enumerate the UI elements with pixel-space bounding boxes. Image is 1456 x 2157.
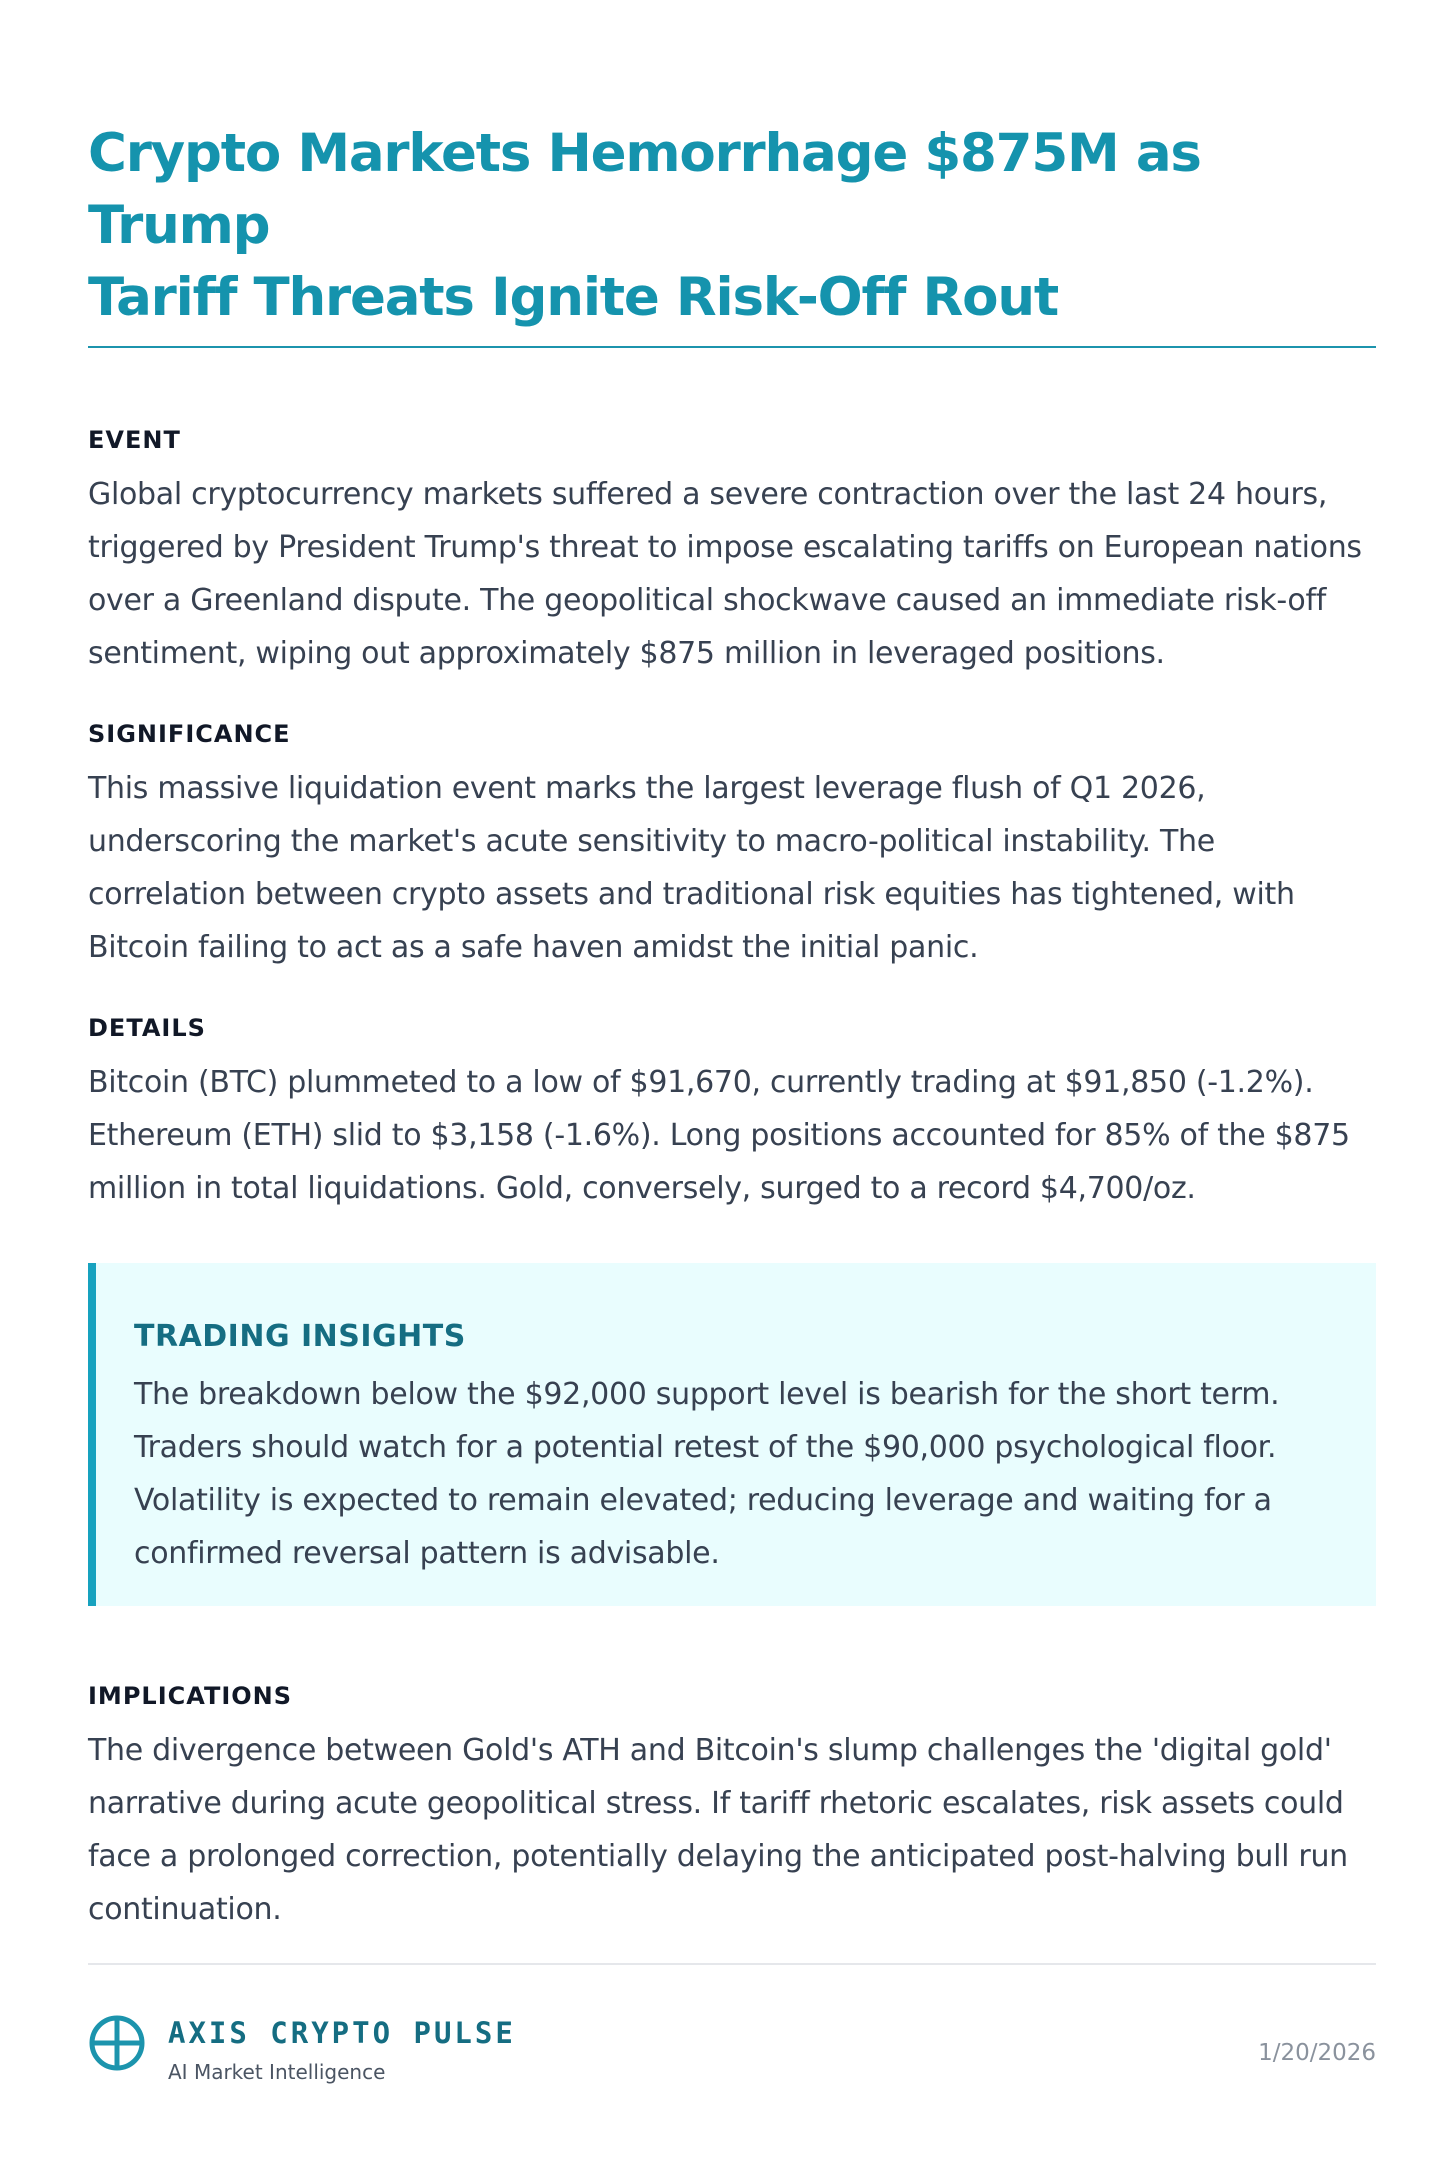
article xyxy=(88,0,1376,1936)
publish-date: 1/20/2026 xyxy=(1258,2040,1376,2066)
headline xyxy=(88,118,1376,334)
section-body-event: Global cryptocurrency markets suffered a severe contraction over the last 24 hours, triggered by President Trump's threat to impose escalating tariffs on European nations over a Greenland dispute. The geopolitical shockwave caused an immediate risk-off sentiment, wiping out approximately $875 million in leveraged positions. xyxy=(88,477,1362,671)
section-label-event: EVENT xyxy=(88,426,181,454)
section-details xyxy=(88,1014,1376,1215)
section-label-details: DETAILS xyxy=(88,1014,206,1042)
section-body-significance: This massive liquidation event marks the largest leverage flush of Q1 2026, underscoring the market's acute sensitivity to macro-political instability. The correlation between crypto assets and traditional risk equities has tightened, with Bitcoin failing to act as a safe haven amidst the initial panic. xyxy=(88,771,1295,965)
insight-title: TRADING INSIGHTS xyxy=(134,1319,466,1354)
section-body-implications: The divergence between Gold's ATH and Bitcoin's slump challenges the 'digital gold' narrative during acute geopolitical stress. If tariff rhetoric escalates, risk assets could face a prolonged correction, potentially delaying the anticipated post-halving bull run continuation. xyxy=(88,1733,1348,1927)
section-label-implications: IMPLICATIONS xyxy=(88,1682,293,1710)
section-label-significance: SIGNIFICANCE xyxy=(88,720,291,748)
brand-name: AXIS CRYPTO PULSE xyxy=(168,2016,516,2050)
insight-body: The breakdown below the $92,000 support level is bearish for the short term. Traders should watch for a potential retest of the $90,000 psychological floor. Volatility is expected to remain elevated; reducing leverage and waiting for a confirmed reversal pattern is advisable. xyxy=(134,1377,1280,1571)
headline-divider xyxy=(88,346,1376,348)
headline-line-1: Crypto Markets Hemorrhage $875M as Trump xyxy=(88,123,1201,256)
section-event xyxy=(88,426,1376,680)
section-significance xyxy=(88,720,1376,974)
section-implications xyxy=(88,1682,1376,1936)
headline-line-2: Tariff Threats Ignite Risk-Off Rout xyxy=(88,267,1058,328)
trading-insights-callout xyxy=(88,1263,1376,1606)
brand-tagline: AI Market Intelligence xyxy=(168,2060,386,2084)
section-body-details: Bitcoin (BTC) plummeted to a low of $91,670, currently trading at $91,850 (-1.2%). Ethereum (ETH) slid to $3,158 (-1.6%). Long positions accounted for 85% of the $875 million in total liquidations. Gold, conversely, surged to a record $4,700/oz. xyxy=(88,1065,1350,1206)
footer-divider xyxy=(88,1963,1376,1965)
footer xyxy=(88,2012,1376,2092)
crosshair-circle-icon xyxy=(88,2014,146,2072)
